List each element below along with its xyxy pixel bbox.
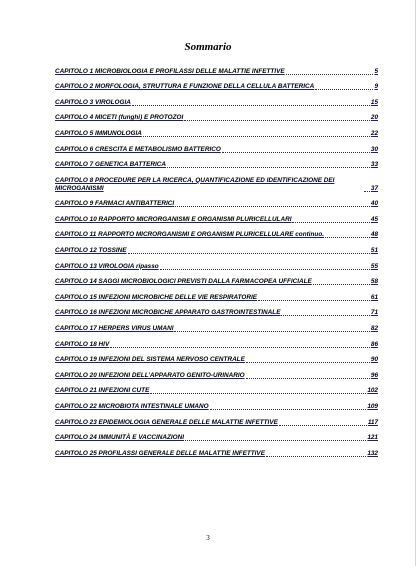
toc-entry-page[interactable]: 22 xyxy=(370,129,378,137)
toc-leader xyxy=(246,372,370,379)
toc-entry-title[interactable]: CAPITOLO 5 IMMUNOLOGIA xyxy=(55,129,142,137)
toc-leader xyxy=(132,99,370,106)
toc-entry-title[interactable]: CAPITOLO 18 HIV xyxy=(55,340,110,348)
toc-entry-page[interactable]: 132 xyxy=(367,449,378,457)
toc-leader xyxy=(143,130,370,137)
toc-entry-page[interactable]: 5 xyxy=(374,67,378,75)
toc-leader xyxy=(128,247,370,254)
page-title: Sommario xyxy=(184,41,232,53)
toc-entry-4[interactable] xyxy=(55,107,378,123)
toc-entry-11[interactable] xyxy=(55,224,378,240)
toc-entry-title[interactable]: CAPITOLO 19 INFEZIONI DEL SISTEMA NERVOSO CENTRALE xyxy=(55,356,245,364)
toc-entry-title[interactable]: CAPITOLO 11 RAPPORTO MICRORGANISMI E ORGANISMI PLURICELLULARE continuo. xyxy=(55,231,325,239)
toc-entry-7[interactable] xyxy=(55,154,378,170)
toc-entry-page[interactable]: 71 xyxy=(370,309,378,317)
toc-entry-page[interactable]: 102 xyxy=(367,387,378,395)
toc-entry-page[interactable]: 15 xyxy=(370,98,378,106)
toc-entry-title[interactable]: CAPITOLO 9 FARMACI ANTIBATTERICI xyxy=(55,200,175,208)
toc-entry-page[interactable]: 96 xyxy=(370,371,378,379)
toc-entry-title[interactable]: CAPITOLO 4 MICETI (funghi) E PROTOZOI xyxy=(55,114,184,122)
toc-entry-14[interactable] xyxy=(55,271,378,287)
toc-entry-10[interactable] xyxy=(55,208,378,224)
toc-leader xyxy=(313,278,370,285)
toc-entry-title[interactable]: CAPITOLO 17 HERPERS VIRUS UMANI xyxy=(55,325,174,332)
toc-leader xyxy=(175,200,370,207)
toc-leader xyxy=(184,114,370,121)
toc-entry-title[interactable]: CAPITOLO 12 TOSSINE xyxy=(55,247,127,255)
toc-entry-title[interactable]: CAPITOLO 21 INFEZIONI CUTE xyxy=(55,387,150,395)
toc-entry-title[interactable]: CAPITOLO 3 VIROLOGIA xyxy=(55,98,131,106)
toc-entry-title[interactable]: CAPITOLO 2 MORFOLOGIA, STRUTTURA E FUNZIONE DELLA CELLULA BATTERICA xyxy=(55,83,315,91)
toc-entry-page[interactable]: 82 xyxy=(370,325,378,332)
toc-entry-title[interactable]: CAPITOLO 25 PROFILASSI GENERALE DELLE MALATTIE INFETTIVE xyxy=(55,449,265,457)
toc-entry-page[interactable]: 30 xyxy=(370,145,378,153)
toc-entry-title[interactable]: CAPITOLO 13 VIROLOGIA ripasso xyxy=(55,262,159,270)
toc-entry-page[interactable]: 61 xyxy=(370,293,378,301)
toc-entry-page[interactable]: 121 xyxy=(367,434,378,442)
toc-entry-8[interactable] xyxy=(55,169,378,193)
toc-entry-21[interactable] xyxy=(55,380,378,396)
toc-entry-2[interactable] xyxy=(55,76,378,92)
toc-leader xyxy=(185,434,366,441)
toc-leader xyxy=(279,419,367,426)
toc-leader xyxy=(167,161,370,168)
toc-entry-3[interactable] xyxy=(55,91,378,107)
toc-entry-page[interactable]: 33 xyxy=(370,161,378,169)
toc-leader xyxy=(210,403,367,410)
toc-entry-19[interactable] xyxy=(55,349,378,365)
toc-entry-9[interactable] xyxy=(55,193,378,209)
toc-entry-page[interactable]: 51 xyxy=(370,247,378,255)
toc-entry-title[interactable]: CAPITOLO 7 GENETICA BATTERICA xyxy=(55,161,167,169)
toc-leader xyxy=(325,231,370,238)
toc-entry-5[interactable] xyxy=(55,122,378,138)
toc-entry-page[interactable]: 9 xyxy=(374,83,378,91)
toc-entry-23[interactable] xyxy=(55,411,378,427)
toc-entry-24[interactable] xyxy=(55,427,378,443)
toc-entry-page[interactable]: 90 xyxy=(370,356,378,364)
toc-entry-page[interactable]: 37 xyxy=(370,184,378,192)
toc-entry-title[interactable]: CAPITOLO 6 CRESCITA E METABOLISMO BATTERICO xyxy=(55,145,221,153)
toc-leader xyxy=(174,325,369,332)
toc-entry-15[interactable] xyxy=(55,286,378,302)
toc-entry-title[interactable]: CAPITOLO 20 INFEZIONI DELL’APPARATO GENITO-URINARIO xyxy=(55,371,245,379)
toc-leader xyxy=(266,450,366,457)
toc-leader xyxy=(281,309,369,316)
toc-leader xyxy=(315,83,373,90)
toc-entry-title[interactable]: CAPITOLO 23 EPIDEMIOLOGIA GENERALE DELLE MALATTIE INFETTIVE xyxy=(55,418,278,426)
toc-entry-17[interactable] xyxy=(55,317,378,333)
toc-entry-page[interactable]: 109 xyxy=(367,402,378,410)
toc-leader xyxy=(292,216,369,223)
toc-entry-page[interactable]: 48 xyxy=(370,231,378,239)
toc-entry-title[interactable]: CAPITOLO 10 RAPPORTO MICRORGANISMI E ORGANISMI PLURICELLULARI xyxy=(55,215,292,223)
toc-entry-page[interactable]: 45 xyxy=(370,215,378,223)
table-of-contents xyxy=(55,60,378,458)
toc-leader xyxy=(222,146,370,153)
toc-entry-25[interactable] xyxy=(55,442,378,458)
toc-entry-page[interactable]: 86 xyxy=(370,340,378,348)
toc-entry-12[interactable] xyxy=(55,239,378,255)
toc-entry-title[interactable]: CAPITOLO 1 MICROBIOLOGIA E PROFILASSI DELLE MALATTIE INFETTIVE xyxy=(55,67,285,75)
toc-entry-page[interactable]: 40 xyxy=(370,200,378,208)
toc-leader xyxy=(150,387,366,394)
toc-leader xyxy=(286,68,374,75)
toc-entry-page[interactable]: 20 xyxy=(370,114,378,122)
toc-leader xyxy=(246,356,370,363)
toc-entry-page[interactable]: 55 xyxy=(370,262,378,270)
toc-entry-title[interactable]: CAPITOLO 14 SAGGI MICROBIOLOGICI PREVISTI DALLA FARMACOPEA UFFICIALE xyxy=(55,278,312,286)
toc-entry-22[interactable] xyxy=(55,395,378,411)
toc-leader xyxy=(258,294,370,301)
toc-entry-page[interactable]: 58 xyxy=(370,278,378,286)
toc-leader xyxy=(110,341,370,348)
toc-entry-16[interactable] xyxy=(55,302,378,318)
toc-entry-title[interactable]: CAPITOLO 15 INFEZIONI MICROBICHE DELLE VIE RESPIRATORIE xyxy=(55,293,258,301)
toc-entry-title[interactable]: CAPITOLO 22 MICROBIOTA INTESTINALE UMANO xyxy=(55,402,209,410)
toc-entry-13[interactable] xyxy=(55,255,378,271)
toc-entry-title[interactable]: CAPITOLO 16 INFEZIONI MICROBICHE APPARATO GASTROINTESTINALE xyxy=(55,309,281,317)
toc-leader xyxy=(160,263,370,270)
toc-entry-6[interactable] xyxy=(55,138,378,154)
toc-leader xyxy=(364,185,370,192)
toc-entry-page[interactable]: 117 xyxy=(367,418,378,426)
page-number: 3 xyxy=(206,534,210,542)
toc-entry-title[interactable]: CAPITOLO 8 PROCEDURE PER LA RICERCA, QUANTIFICAZIONE ED IDENTIFICAZIONE DEI MICROGANISMI xyxy=(55,176,335,192)
toc-entry-20[interactable] xyxy=(55,364,378,380)
toc-entry-1[interactable] xyxy=(55,60,378,76)
toc-entry-title[interactable]: CAPITOLO 24 IMMUNITÀ E VACCINAZIONI xyxy=(55,434,185,442)
toc-entry-18[interactable] xyxy=(55,333,378,349)
